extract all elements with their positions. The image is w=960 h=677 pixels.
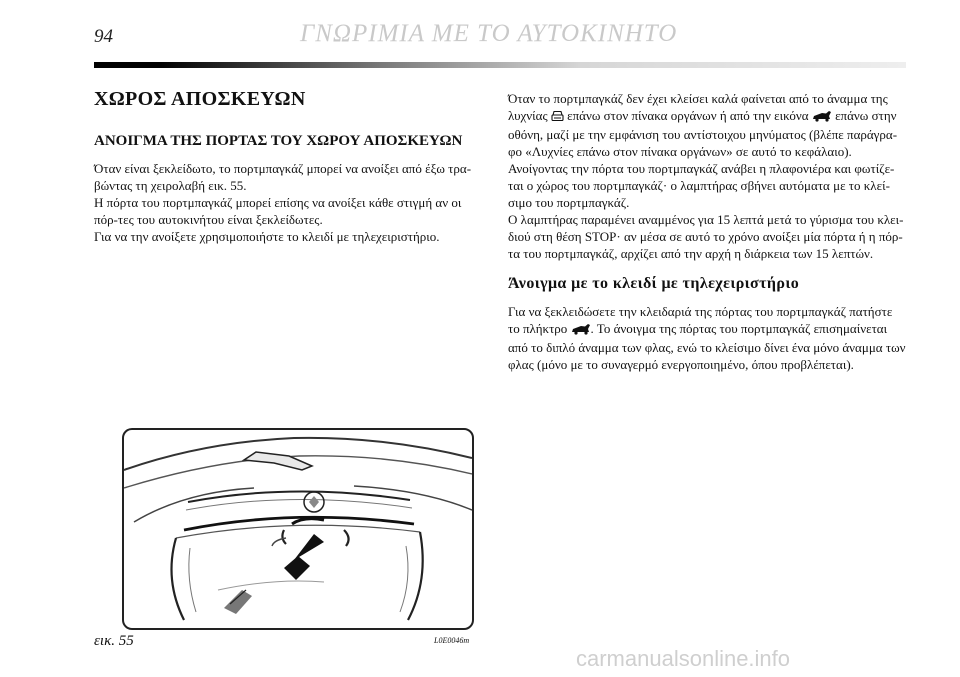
header-rule [94,62,906,68]
paragraph [508,90,906,160]
subheading: Άνοιγμα με το κλειδί με τηλεχειριστήριο [508,275,800,292]
running-title: ΓΝΩΡΙΜΙΑ ΜΕ ΤΟ ΑΥΤΟΚΙΝΗΤΟ [300,20,678,47]
section-title: ΧΩΡΟΣ ΑΠΟΣΚΕΥΩΝ [94,88,306,110]
subsection-title: ΑΝΟΙΓΜΑ ΤΗΣ ΠΟΡΤΑΣ ΤΟΥ ΧΩΡΟΥ ΑΠΟΣΚΕΥΩΝ [94,133,463,149]
car-trunk-open-icon [812,109,832,126]
figure-55 [122,428,474,630]
page-number: 94 [94,26,113,47]
paragraph: Όταν είναι ξεκλείδωτο, το πορτμπαγκάζ μπορεί να ανοίξει από έξω τρα-βώντας τη χειρολαβή εικ. 55. [94,161,472,193]
text-run: επάνω στον πίνακα οργάνων ή από την εικόνα [567,108,809,123]
figure-code: L0E0046m [434,636,470,645]
paragraph: Ο λαμπτήρας παραμένει αναμμένος για 15 λεπτά μετά το γύρισμα του κλει-διού στη θέση STOP· αν μέσα σε αυτό το χρόνο ανοίξει μία πόρτα ή η πόρ-τα του πορτμπαγκάζ, αρχίζει από την αρχή η διάρκεια των 15 λεπτών. [508,212,904,261]
left-column [94,88,486,245]
paragraph: Ανοίγοντας την πόρτα του πορτμπαγκάζ ανάβει η πλαφονιέρα και φωτίζε-ται ο χώρος του πορτμπαγκάζ· ο λαμπτήρας σβήνει αυτόματα με το κλεί-σιμο του πορτμπαγκάζ. [508,161,895,210]
figure-caption: εικ. 55 [94,633,134,649]
text-run: . Το άνοιγμα της πόρτας του πορτμπαγκάζ επισημαίνεται από το διπλό άναμμα των φλας, ενώ το κλείσιμο δίνει ένα μόνο άναμμα των φλας (μόνο με το συναγερμό ενεργοποιημένο, όπου προβλέπεται). [508,321,906,372]
paragraph: Η πόρτα του πορτμπαγκάζ μπορεί επίσης να ανοίξει κάθε στιγμή αν οι πόρ-τες του αυτοκινήτου είναι ξεκλείδωτες. [94,195,462,227]
trunk-handle-illustration [124,430,472,628]
text-run: Για να ξεκλειδώσετε την κλειδαριά της πόρτας του πορτμπαγκάζ πατήστε το πλήκτρο [508,304,893,336]
paragraph [508,303,906,373]
watermark: carmanualsonline.info [576,646,791,671]
text-run: επάνω στην οθόνη, μαζί με την εμφάνιση του αντίστοιχου μηνύματος (βλέπε παράγρα-φο «Λυχνίες επάνω στον πίνακα οργάνων» σε αυτό το κεφάλαιο). [508,108,898,159]
trunk-open-warning-icon [551,109,564,126]
trunk-release-key-icon [571,322,591,339]
paragraph: Για να την ανοίξετε χρησιμοποιήστε το κλειδί με τηλεχειριστήριο. [94,229,440,244]
text-run: Όταν το πορτμπαγκάζ δεν έχει κλείσει καλά φαίνεται από το άναμμα της λυχνίας [508,91,888,123]
right-column [508,90,906,373]
